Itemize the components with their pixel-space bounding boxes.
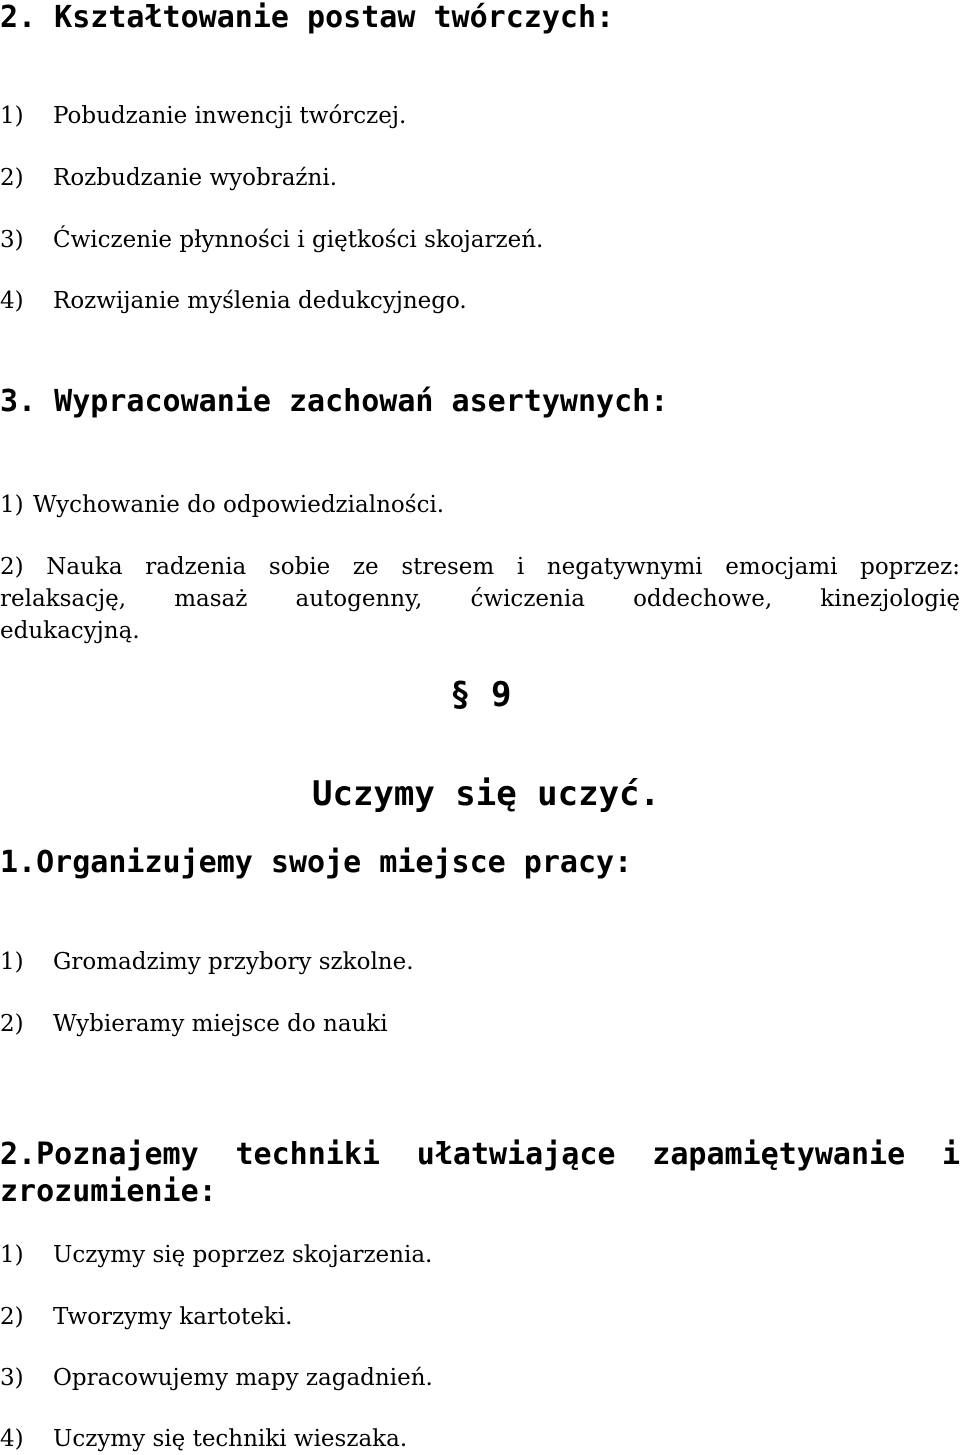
paragraph-title: Uczymy się uczyć. <box>312 774 660 814</box>
paragraph-symbol: § 9 <box>450 675 512 715</box>
list-item <box>0 947 414 977</box>
list-item-text: Tworzymy kartoteki. <box>53 1304 293 1330</box>
list-item-number: 1) <box>0 1242 24 1268</box>
list-item-number: 1) <box>0 103 24 129</box>
list-item-number: 2) <box>0 1304 24 1330</box>
list-item-text: Pobudzanie inwencji twórczej. <box>53 103 407 129</box>
list-item-text: Uczymy się techniki wieszaka. <box>53 1426 408 1452</box>
list-item <box>0 101 406 131</box>
list-item-text: Rozwijanie myślenia dedukcyjnego. <box>53 288 467 314</box>
paragraph-line: 2) Nauka radzenia sobie ze stresem i negatywnymi emocjami poprzez: <box>0 554 960 580</box>
list-item <box>0 1009 388 1039</box>
paragraph-line: edukacyjną. <box>0 618 140 644</box>
list-item <box>0 225 543 255</box>
list-item-text: Wychowanie do odpowiedzialności. <box>33 492 445 518</box>
list-item-text: Gromadzimy przybory szkolne. <box>53 949 414 975</box>
list-item <box>0 490 444 520</box>
list-item-text: Uczymy się poprzez skojarzenia. <box>53 1242 433 1268</box>
section-2-heading: 2. Kształtowanie postaw twórczych: <box>0 0 615 35</box>
list-item <box>0 1424 407 1454</box>
list-item-number: 4) <box>0 1426 24 1452</box>
part-2-heading-line-1: 2.Poznajemy techniki ułatwiające zapamiętywanie i <box>0 1137 960 1172</box>
section-3-heading: 3. Wypracowanie zachowań asertywnych: <box>0 384 669 419</box>
list-item-number: 1) <box>0 949 24 975</box>
paragraph-line: relaksację, masaż autogenny, ćwiczenia oddechowe, kinezjologię <box>0 586 960 612</box>
part-2-heading-line-2: zrozumienie: <box>0 1174 217 1209</box>
list-item <box>0 286 467 316</box>
list-item <box>0 1363 433 1393</box>
list-item-number: 1) <box>0 492 24 518</box>
list-item-number: 3) <box>0 227 24 253</box>
list-item-number: 2) <box>0 1011 24 1037</box>
list-item-text: Wybieramy miejsce do nauki <box>53 1011 388 1037</box>
list-item-number: 2) <box>0 165 24 191</box>
part-1-heading: 1.Organizujemy swoje miejsce pracy: <box>0 845 633 880</box>
list-item-number: 3) <box>0 1365 24 1391</box>
list-item-text: Ćwiczenie płynności i giętkości skojarzeń. <box>53 227 544 253</box>
list-item-number: 4) <box>0 288 24 314</box>
list-item-text: Rozbudzanie wyobraźni. <box>53 165 338 191</box>
list-item <box>0 1302 292 1332</box>
list-item-text: Opracowujemy mapy zagadnień. <box>53 1365 433 1391</box>
stress-management-paragraph <box>0 551 960 647</box>
list-item <box>0 163 337 193</box>
list-item <box>0 1240 432 1270</box>
